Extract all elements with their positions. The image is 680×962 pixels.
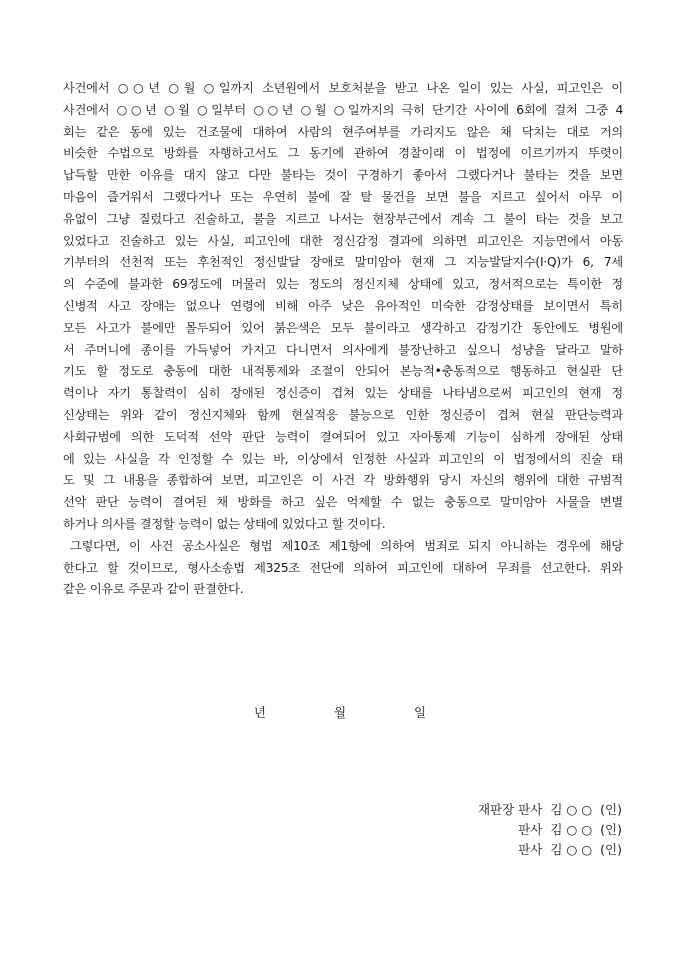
- text-line: 서 주머니에 종이를 가득넣어 가지고 다니면서 의사에게 불장난하고 싶으니 성냥을 달라고 말하: [63, 342, 623, 357]
- text-line: 기부터의 선천적 또는 후천적인 정신발달 장애로 말미암아 현재 그 지능발달지수(I·Q)가 6, 7세: [63, 255, 623, 270]
- text-line: 에 있는 사실을 각 인정할 수 있는 바, 이상에서 인정한 사실과 피고인의 이 법정에서의 진술 태: [63, 451, 623, 466]
- judge-name: 김 ○ ○: [550, 842, 593, 857]
- text-line: 회는 같은 동에 있는 건조물에 대하여 사람의 현주여부를 가리지도 않은 채 닥치는 대로 거의: [63, 124, 623, 139]
- text-line: 사회규범에 의한 도덕적 선악 판단 능력이 결여되어 있고 자아통제 기능이 심하게 장애된 상태: [63, 429, 623, 444]
- text-line: 하거나 의사를 결정할 능력이 없는 상태에 있었다고 할 것이다.: [63, 516, 386, 531]
- reasoning-paragraph: [63, 78, 623, 536]
- judge-seal: (인): [600, 842, 622, 857]
- text-line: 사건에서 ○○년 ○월 ○일까지 소년원에서 보호처분을 받고 나온 일이 있는 사실, 피고인은 이: [63, 81, 623, 95]
- text-line: 신상태는 위와 같이 정신지체와 함께 현실적응 불능으로 인한 정신증이 겹쳐 현실 판단능력과: [63, 407, 623, 422]
- judge-seal: (인): [600, 802, 622, 817]
- date-day: 일: [414, 705, 427, 720]
- text-line: 사건에서 ○○년 ○월 ○일부터 ○○년 ○월 ○일까지의 극히 단기간 사이에 6회에 걸쳐 그중 4: [63, 102, 623, 117]
- text-line: 모든 사고가 불에만 몰두되어 있어 붉은색은 모두 불이라고 생각하고 감정기간 동안에도 병원에: [63, 320, 623, 335]
- text-line: 력이나 자기 통찰력이 심히 장애된 정신증이 겹쳐 있는 상태를 나타냄으로써 피고인의 현재 정: [63, 386, 623, 401]
- judge-title: 판사: [518, 842, 543, 857]
- judgment-body: [63, 78, 623, 601]
- signature-row: [470, 820, 622, 840]
- text-line: 유없이 그냥 질렀다고 진술하고, 불을 지르고 나서는 현장부근에서 계속 그 불이 타는 것을 보고: [63, 211, 623, 226]
- text-line: 한다고 할 것이므로, 형사소송법 제325조 전단에 의하여 피고인에 대하여 무죄를 선고한다. 위와: [63, 560, 623, 575]
- text-line: 비슷한 수법으로 방화를 자행하고서도 그 동기에 관하여 경찰이래 이 법정에 이르기까지 뚜렷이: [63, 146, 623, 161]
- text-line: 신병적 사고 장애는 없으나 연령에 비해 아주 낮은 유아적인 미숙한 감정상태를 보이면서 특히: [63, 298, 623, 313]
- text-line: 마음이 즐거워서 그랬다거나 또는 우연히 불에 잘 탈 물건을 보면 불을 지르고 싶어서 아무 이: [63, 189, 623, 204]
- text-line: 납득할 만한 이유를 대지 않고 다만 불타는 것이 구경하기 좋아서 그랬다거나 불타는 것을 보면: [63, 168, 623, 183]
- signature-row: [470, 840, 622, 860]
- date-year: 년: [253, 705, 266, 720]
- text-line: 같은 이유로 주문과 같이 판결한다.: [63, 582, 244, 597]
- text-line: 의 수준에 불과한 69정도에 머물러 있는 정도의 정신지체 상태에 있고, 정서적으로는 특이한 정: [63, 277, 623, 292]
- text-line: 있었다고 진술하고 있는 사실, 피고인에 대한 정신감정 결과에 의하면 피고인은 지능면에서 아동: [63, 233, 623, 248]
- judge-signatures: [470, 800, 622, 860]
- text-line: 선악 판단 능력이 결여된 채 방화를 하고 싶은 억제할 수 없는 충동으로 말미암아 사물을 변별: [63, 495, 623, 510]
- date-month: 월: [333, 705, 347, 720]
- text-line: 기도 할 정도로 충동에 대한 내적통제와 조절이 안되어 본능적•충동적으로 행동하고 현실판 단: [63, 364, 623, 379]
- judge-title: 재판장 판사: [477, 802, 543, 817]
- signature-row: [470, 800, 622, 820]
- conclusion-paragraph: [63, 536, 623, 601]
- judge-title: 판사: [518, 822, 543, 837]
- judge-name: 김 ○ ○: [550, 802, 593, 817]
- judge-seal: (인): [600, 822, 622, 837]
- text-line: 도 및 그 내용을 종합하여 보면, 피고인은 이 사건 각 방화행위 당시 자신의 행위에 대한 규범적: [63, 473, 623, 488]
- judge-name: 김 ○ ○: [550, 822, 593, 837]
- judgment-date: [0, 703, 680, 721]
- text-line: 그렇다면, 이 사건 공소사실은 형법 제10조 제1항에 의하여 범죄로 되지 아니하는 경우에 해당: [70, 538, 623, 553]
